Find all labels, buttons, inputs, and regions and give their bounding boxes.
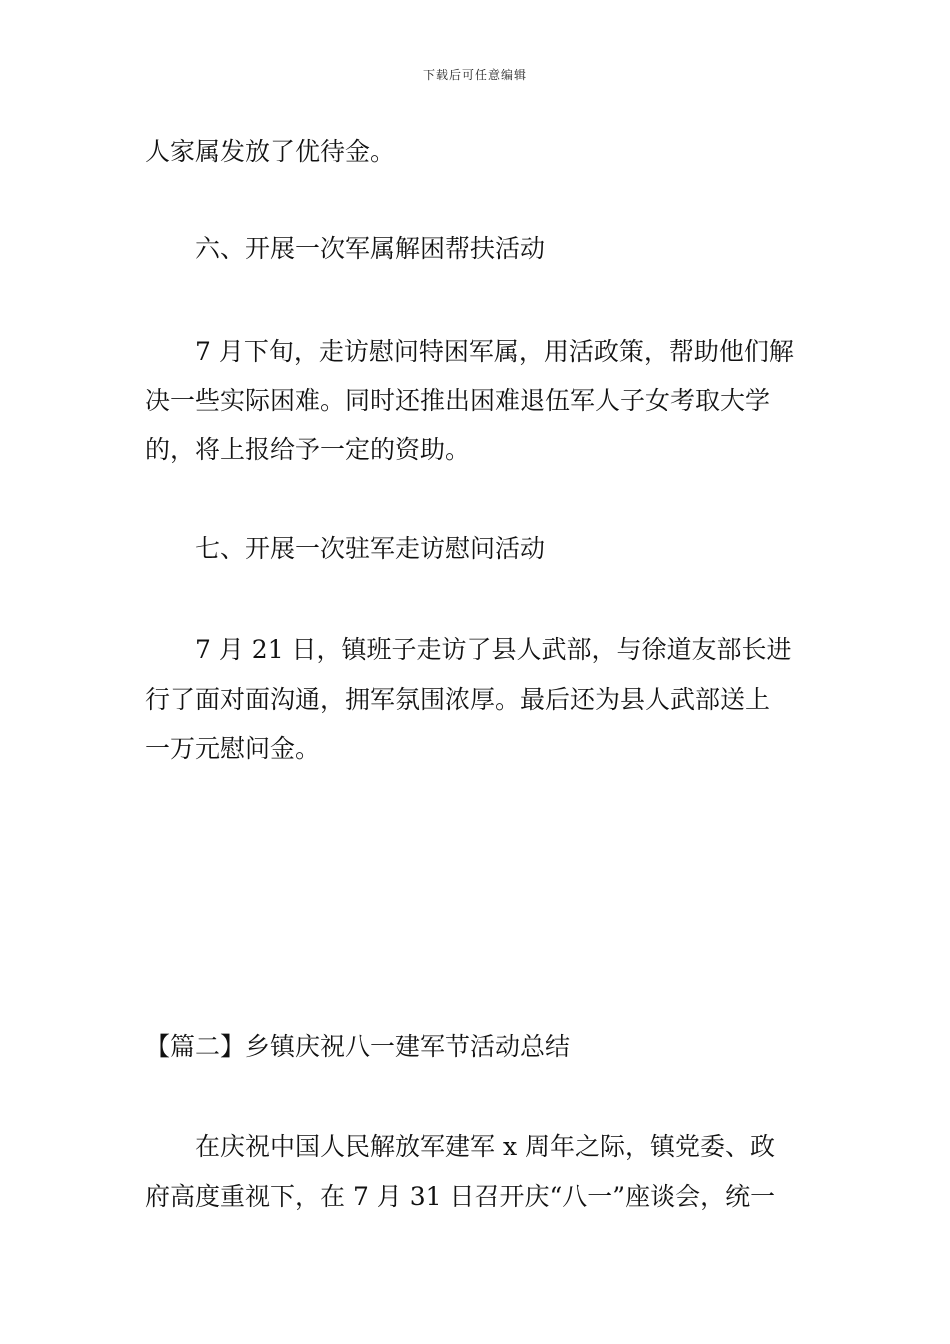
text-line: 7 月 21 日，镇班子走访了县人武部，与徐道友部长进	[195, 635, 792, 664]
page-header: 下载后可任意编辑	[422, 68, 527, 82]
text-line: 府高度重视下，在 7 月 31 日召开庆“八一”座谈会，统一	[145, 1182, 776, 1211]
text-line: 在庆祝中国人民解放军建军 x 周年之际，镇党委、政	[195, 1132, 775, 1161]
text-line: 一万元慰问金。	[145, 734, 321, 763]
section-heading: 七、开展一次驻军走访慰问活动	[195, 534, 546, 563]
text-line: 人家属发放了优待金。	[145, 137, 396, 166]
text-line: 决一些实际困难。同时还推出困难退伍军人子女考取大学	[145, 386, 771, 415]
text-line: 行了面对面沟通，拥军氛围浓厚。最后还为县人武部送上	[145, 685, 771, 714]
text-line: 的，将上报给予一定的资助。	[145, 435, 471, 464]
section-heading: 六、开展一次军属解困帮扶活动	[195, 234, 546, 263]
article-title: 【篇二】乡镇庆祝八一建军节活动总结	[145, 1032, 571, 1061]
text-line: 7 月下旬，走访慰问特困军属，用活政策，帮助他们解	[195, 337, 794, 366]
